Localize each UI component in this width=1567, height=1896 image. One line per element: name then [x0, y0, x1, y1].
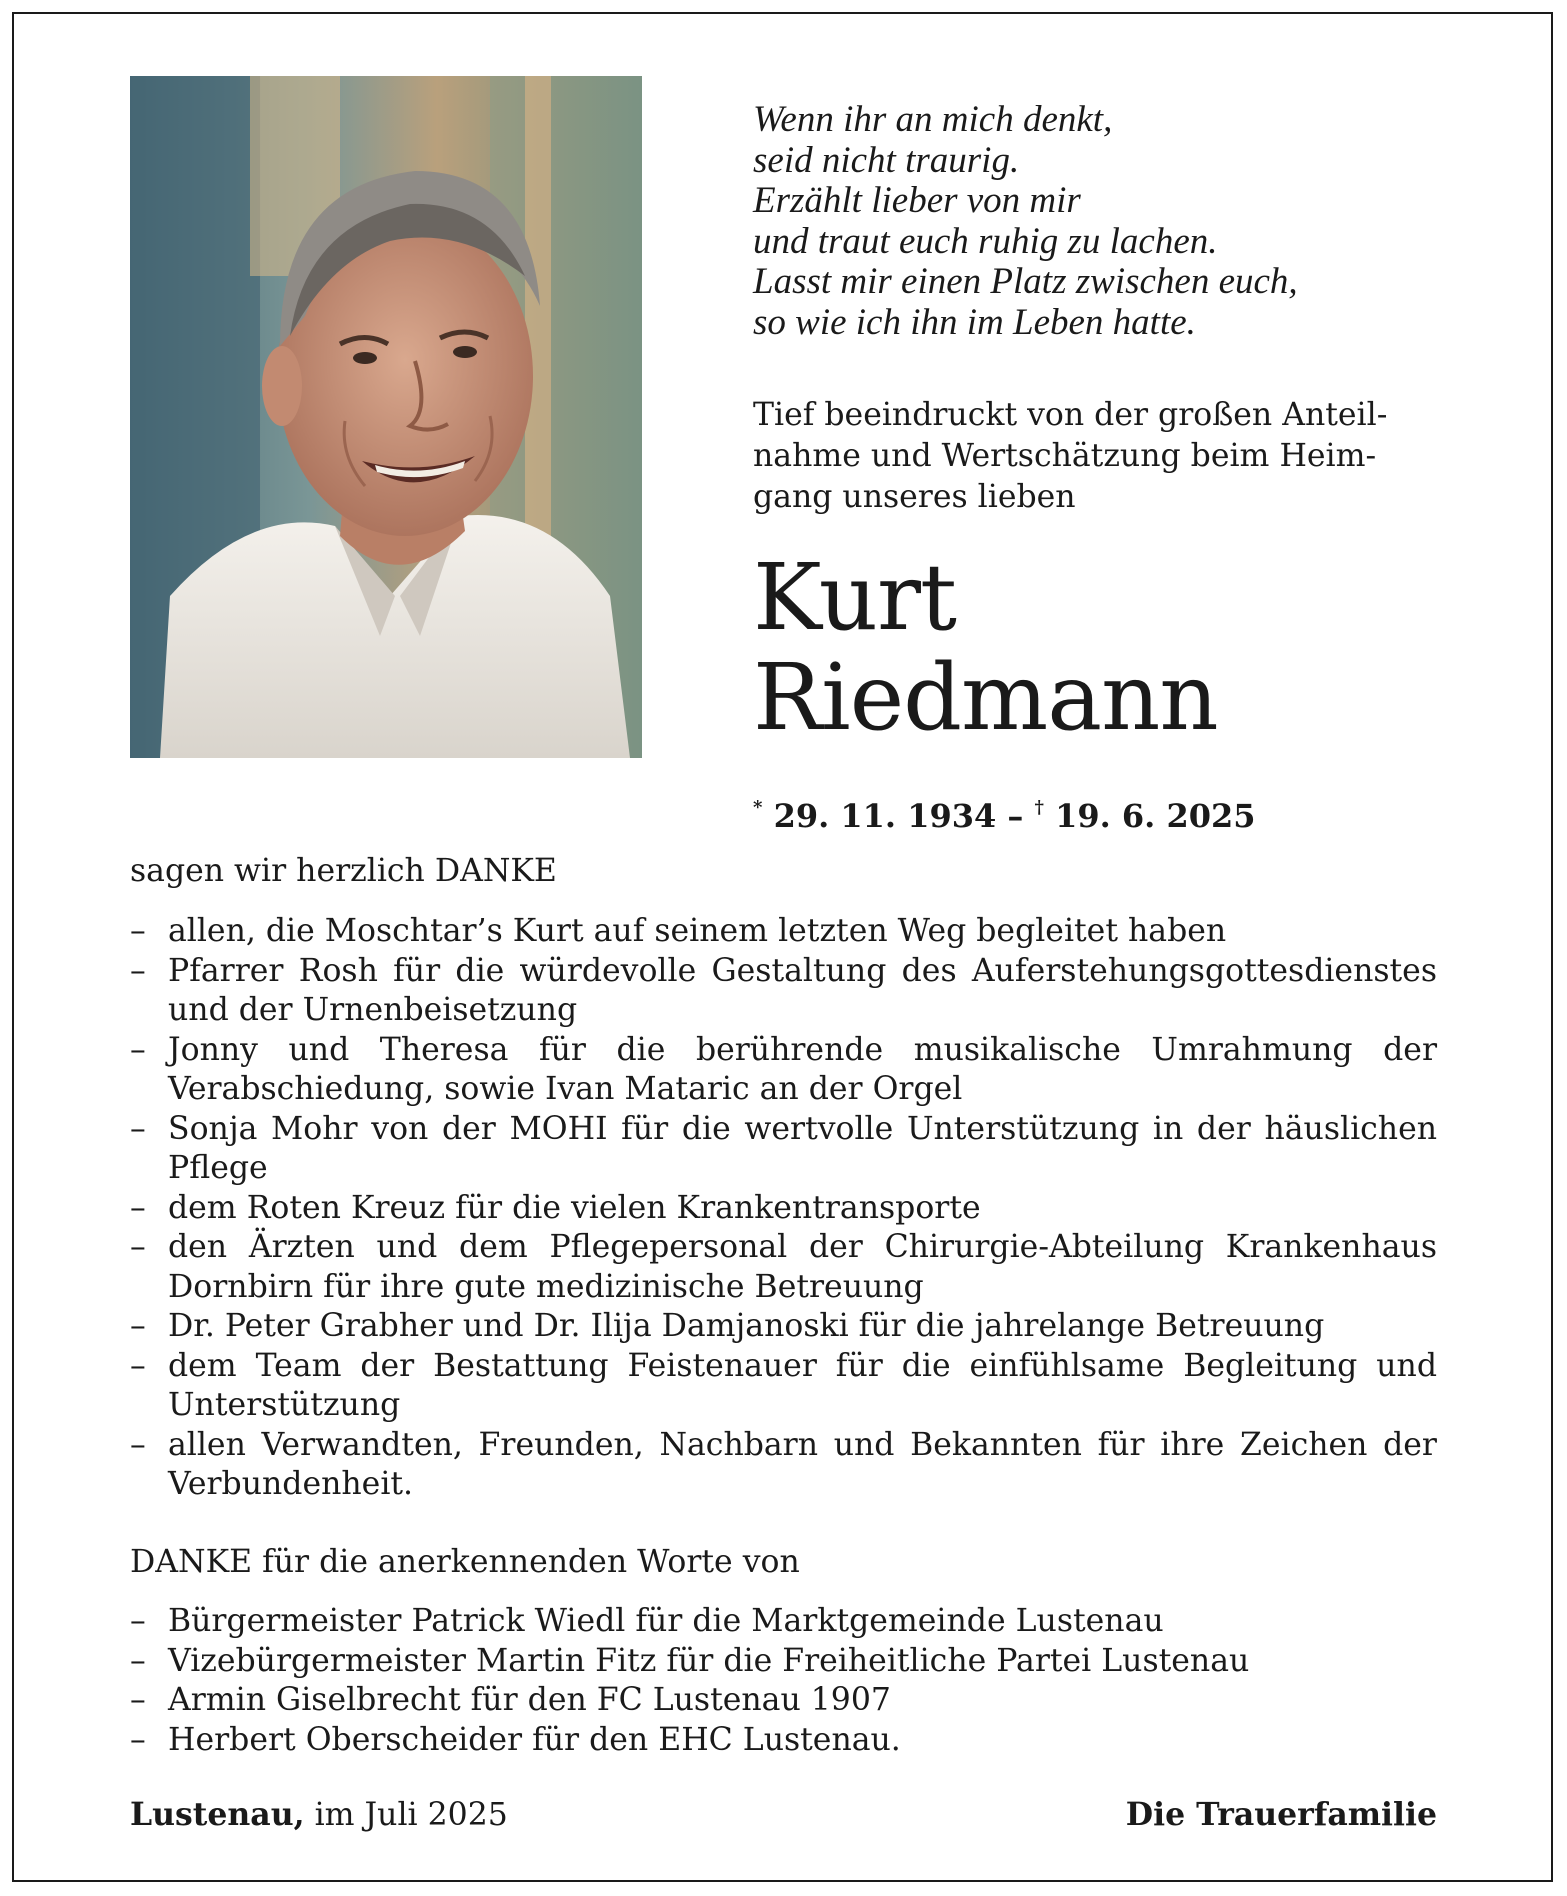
- poem-line: Wenn ihr an mich denkt,: [753, 99, 1113, 140]
- list-item: – dem Roten Kreuz für die vielen Krankentransporte: [130, 1189, 1437, 1229]
- words-lead: DANKE für die anerkennenden Worte von: [130, 1544, 800, 1580]
- death-date: 19. 6. 2025: [1055, 797, 1256, 835]
- thanks-lead: sagen wir herzlich DANKE: [130, 853, 557, 889]
- intro-line: nahme und Wertschätzung beim Heim-: [753, 438, 1377, 474]
- poem-line: Erzählt lieber von mir: [753, 180, 1081, 221]
- footer-place: Lustenau,: [130, 1796, 305, 1833]
- list-item: – Sonja Mohr von der MOHI für die wertvolle Unterstützung in der häuslichen Pflege: [130, 1110, 1437, 1189]
- date-separator: –: [1007, 797, 1024, 835]
- poem: [753, 100, 1453, 343]
- footer-signature: Die Trauerfamilie: [1125, 1796, 1437, 1833]
- life-dates: [753, 788, 1256, 836]
- deceased-name: [753, 544, 1218, 751]
- portrait-photo: [130, 76, 642, 758]
- intro-text: [753, 395, 1453, 518]
- list-item: – Vizebürgermeister Martin Fitz für die Freiheitliche Partei Lustenau: [130, 1642, 1437, 1682]
- list-item: – allen Verwandten, Freunden, Nachbarn und Bekannten für ihre Zeichen der Verbundenheit.: [130, 1426, 1437, 1505]
- last-name: Riedmann: [753, 644, 1218, 751]
- poem-line: Lasst mir einen Platz zwischen euch,: [753, 261, 1298, 302]
- words-list: [130, 1602, 1437, 1760]
- list-item: – Dr. Peter Grabher und Dr. Ilija Damjanoski für die jahrelange Betreuung: [130, 1307, 1437, 1347]
- list-item: – Bürgermeister Patrick Wiedl für die Marktgemeinde Lustenau: [130, 1602, 1437, 1642]
- first-name: Kurt: [753, 544, 956, 651]
- intro-line: Tief beeindruckt von der großen Anteil-: [753, 397, 1388, 433]
- list-item: – den Ärzten und dem Pflegepersonal der Chirurgie-Abteilung Krankenhaus Dornbirn für ihre gute medizinische Betreuung: [130, 1228, 1437, 1307]
- list-item: – Herbert Oberscheider für den EHC Lustenau.: [130, 1721, 1437, 1761]
- list-item: – allen, die Moschtar’s Kurt auf seinem letzten Weg begleitet haben: [130, 912, 1437, 952]
- poem-line: seid nicht traurig.: [753, 139, 1020, 181]
- birth-symbol: *: [753, 797, 763, 818]
- poem-line: und traut euch ruhig zu lachen.: [753, 220, 1218, 262]
- footer-date: im Juli 2025: [314, 1797, 508, 1833]
- death-symbol: †: [1034, 797, 1044, 818]
- poem-line: so wie ich ihn im Leben hatte.: [753, 301, 1196, 343]
- birth-date: 29. 11. 1934: [773, 797, 997, 835]
- list-item: – Armin Giselbrecht für den FC Lustenau 1907: [130, 1681, 1437, 1721]
- intro-line: gang unseres lieben: [753, 479, 1076, 515]
- list-item: – Pfarrer Rosh für die würdevolle Gestaltung des Auferstehungsgottesdienstes und der Urnenbeisetzung: [130, 952, 1437, 1031]
- thanks-list: [130, 912, 1437, 1505]
- list-item: – dem Team der Bestattung Feistenauer für die einfühlsame Begleitung und Unterstützung: [130, 1347, 1437, 1426]
- list-item: – Jonny und Theresa für die berührende musikalische Umrahmung der Verabschiedung, sowie Ivan Mataric an der Orgel: [130, 1031, 1437, 1110]
- footer: [130, 1795, 1437, 1835]
